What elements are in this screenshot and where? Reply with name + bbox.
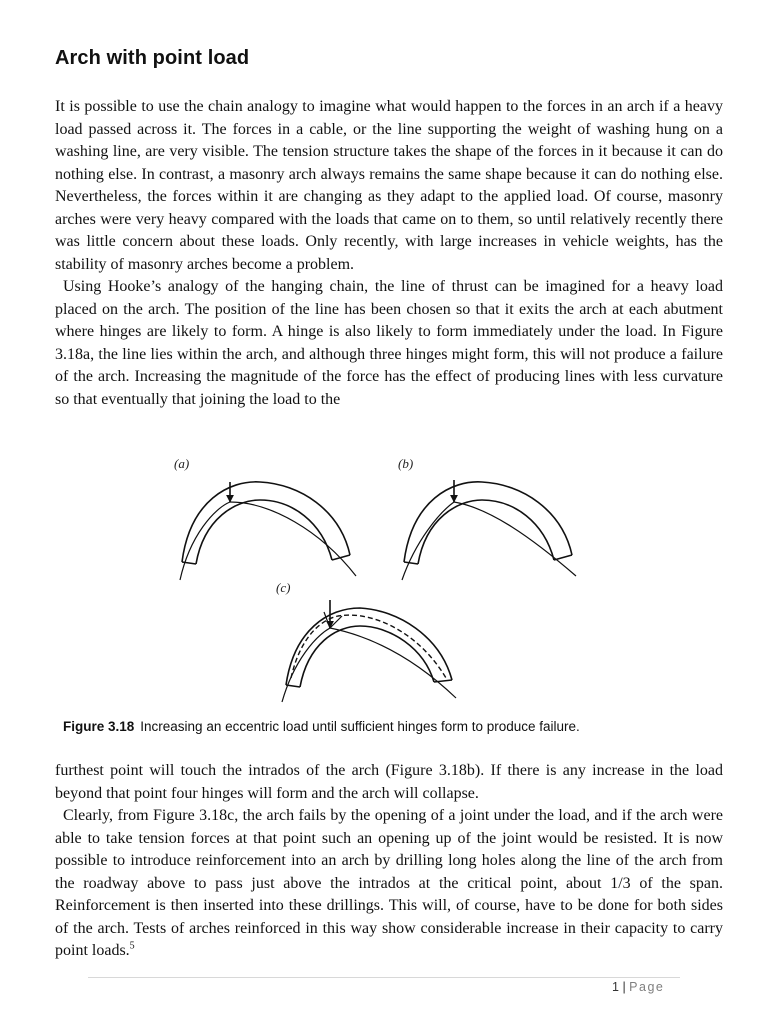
paragraph-hookes-analogy: Using Hooke’s analogy of the hanging chain, the line of thrust can be imagined for a heavy load placed on the arch. The position of the line has been chosen so that it exits the arch at each abutment where hinges are likely to form. A hinge is also likely to form immediately under the load. In Figure 3.18a, the line lies within the arch, and although three hinges might form, this will not produce a failure of the arch. Increasing the magnitude of the force has the effect of producing lines with less curvature so that eventually that joining the load to the [55, 278, 723, 408]
figure-3-18 [160, 440, 600, 710]
page-number: 1 [612, 980, 619, 994]
arch-diagram [160, 440, 600, 710]
figure-label-a: (a) [174, 456, 190, 471]
page-word: Page [629, 980, 665, 994]
arch-c [282, 600, 456, 702]
page-footer [612, 980, 664, 994]
figure-label-b: (b) [398, 456, 414, 471]
paragraph-chain-analogy: It is possible to use the chain analogy to imagine what would happen to the forces in an arch if a heavy load passed across it. The forces in a cable, or the line supporting the weight of washing hung on a washing line, are very visible. The tension structure takes the shape of the forces in it because it can do nothing else. In contrast, a masonry arch always remains the same shape because it can do nothing else. Nevertheless, the forces within it are changing as they adapt to the applied load. Of course, masonry arches were very heavy compared with the loads that came on to them, so until relatively recently there was little concern about these loads. Only recently, with large increases in vehicle weights, has the stability of masonry arches become a problem. [55, 98, 723, 273]
arch-c-hinge-lines [324, 612, 342, 628]
arch-c-thrust-line [282, 628, 456, 702]
arch-a-intrados [196, 500, 332, 564]
figure-label-c: (c) [276, 580, 291, 595]
arch-c-displaced-shape [291, 615, 446, 678]
caption-text: Increasing an eccentric load until sufficient hinges form to produce failure. [140, 719, 580, 734]
footer-separator: | [622, 980, 626, 994]
paragraph-intrados: furthest point will touch the intrados of the arch (Figure 3.18b). If there is any increase in the load beyond that point four hinges will form and the arch will collapse. [55, 762, 723, 802]
footer-divider [88, 977, 680, 978]
arch-a [180, 482, 356, 580]
caption-label: Figure 3.18 [63, 719, 135, 734]
arch-b-extrados [404, 482, 572, 562]
footnote-marker[interactable]: 5 [129, 940, 135, 952]
paragraph-reinforcement [55, 805, 723, 963]
text-block-bottom [55, 760, 723, 963]
figure-caption [63, 719, 580, 734]
paragraph-reinforcement-text: Clearly, from Figure 3.18c, the arch fails by the opening of a joint under the load, and if the arch were able to take tension forces at that point such an opening up of the joint would be resisted. It is now possible to introduce reinforcement into an arch by drilling long holes along the line of the arch from the roadway above to pass just above the intrados at the critical point, about 1/3 of the span. Reinforcement is then inserted into these drillings. This will, of course, have to be done for both sides of the arch. Tests of arches reinforced in this way show considerable increase in their capacity to carry point loads. [55, 807, 723, 959]
text-block-top [55, 96, 723, 411]
arch-b-left-abutment [404, 562, 418, 564]
section-heading: Arch with point load [55, 47, 250, 69]
arch-b-intrados [418, 500, 554, 564]
arch-b [402, 480, 576, 580]
